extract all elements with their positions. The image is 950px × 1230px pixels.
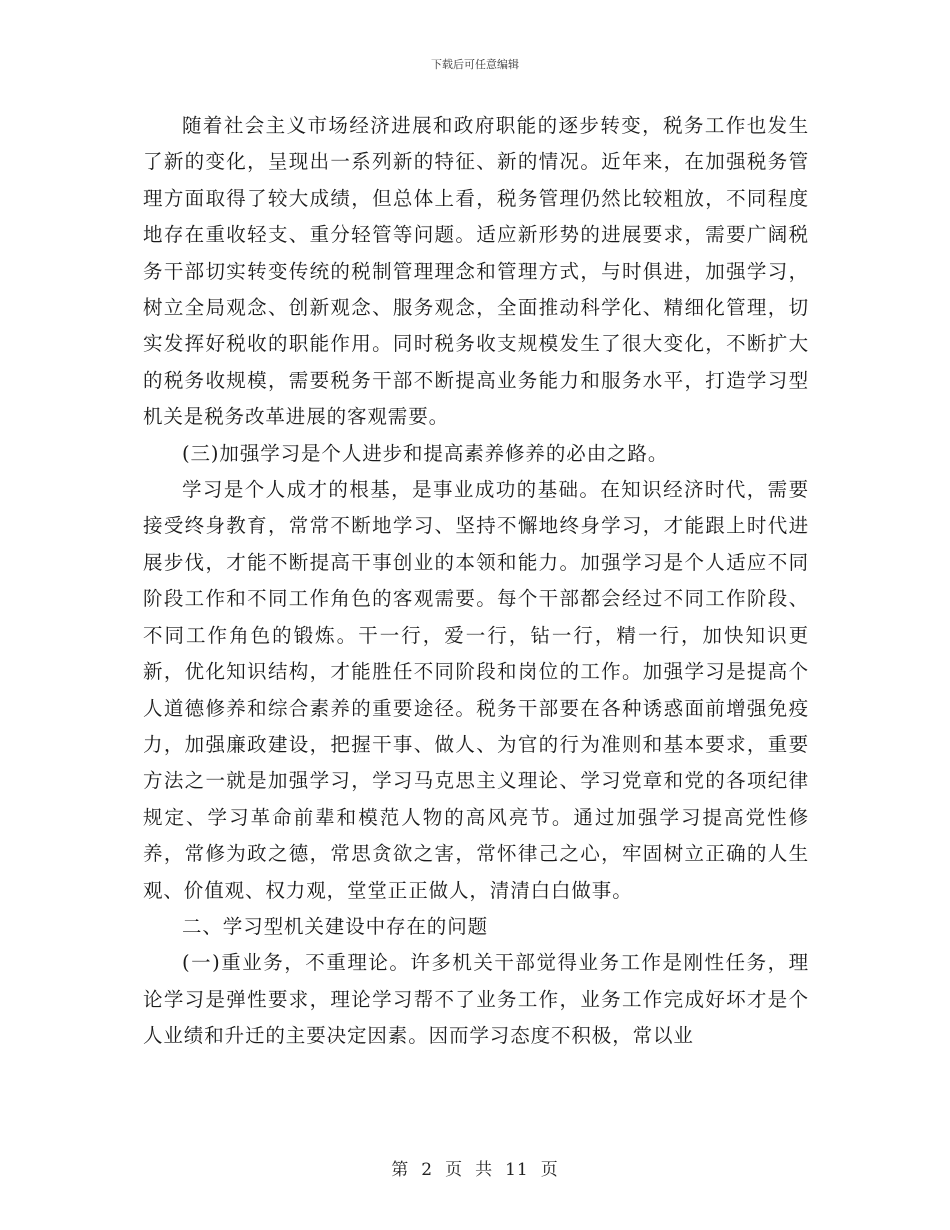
- page-footer: [0, 1155, 950, 1180]
- paragraph-personal-study: 学习是个人成才的根基，是事业成功的基础。在知识经济时代，需要接受终身教育，常常不断地学习、坚持不懈地终身学习，才能跟上时代进展步伐，才能不断提高干事创业的本领和能力。加强学习是个人适应不同阶段工作和不同工作角色的客观需要。每个干部都会经过不同工作阶段、不同工作角色的锻炼。干一行，爱一行，钻一行，精一行，加快知识更新，优化知识结构，才能胜任不同阶段和岗位的工作。加强学习是提高个人道德修养和综合素养的重要途径。税务干部要在各种诱惑面前增强免疫力，加强廉政建设，把握干事、做人、为官的行为准则和基本要求，重要方法之一就是加强学习，学习马克思主义理论、学习党章和党的各项纪律规定、学习革命前辈和模范人物的高风亮节。通过加强学习提高党性修养，常修为政之德，常思贪欲之害，常怀律己之心，牢固树立正确的人生观、价值观、权力观，堂堂正正做人，清清白白做事。: [143, 478, 809, 902]
- footer-total-word: 共: [475, 1160, 494, 1180]
- total-page-count: 11: [505, 1160, 529, 1180]
- chapter-heading-2: 二、学习型机关建设中存在的问题: [182, 914, 489, 938]
- current-page-number: 2: [421, 1160, 434, 1180]
- footer-suffix: 页: [540, 1160, 559, 1180]
- footer-page-word: 页: [445, 1160, 464, 1180]
- footer-prefix: 第: [391, 1160, 410, 1180]
- paragraph-problem-1: (一)重业务，不重理论。许多机关干部觉得业务工作是刚性任务，理论学习是弹性要求，理论学习帮不了业务工作，业务工作完成好坏才是个人业绩和升迁的主要决定因素。因而学习态度不积极，常以业: [143, 951, 809, 1048]
- section-heading-3: (三)加强学习是个人进步和提高素养修养的必由之路。: [182, 441, 669, 465]
- document-body: [143, 108, 809, 1055]
- page-header: 下载后可任意编辑: [431, 58, 519, 71]
- paragraph-tax-reform: 随着社会主义市场经济进展和政府职能的逐步转变，税务工作也发生了新的变化，呈现出一系列新的特征、新的情况。近年来，在加强税务管理方面取得了较大成绩，但总体上看，税务管理仍然比较粗放，不同程度地存在重收轻支、重分轻管等问题。适应新形势的进展要求，需要广阔税务干部切实转变传统的税制管理理念和管理方式，与时俱进，加强学习，树立全局观念、创新观念、服务观念，全面推动科学化、精细化管理，切实发挥好税收的职能作用。同时税务收支规模发生了很大变化，不断扩大的税务收规模，需要税务干部不断提高业务能力和服务水平，打造学习型机关是税务改革进展的客观需要。: [143, 114, 809, 429]
